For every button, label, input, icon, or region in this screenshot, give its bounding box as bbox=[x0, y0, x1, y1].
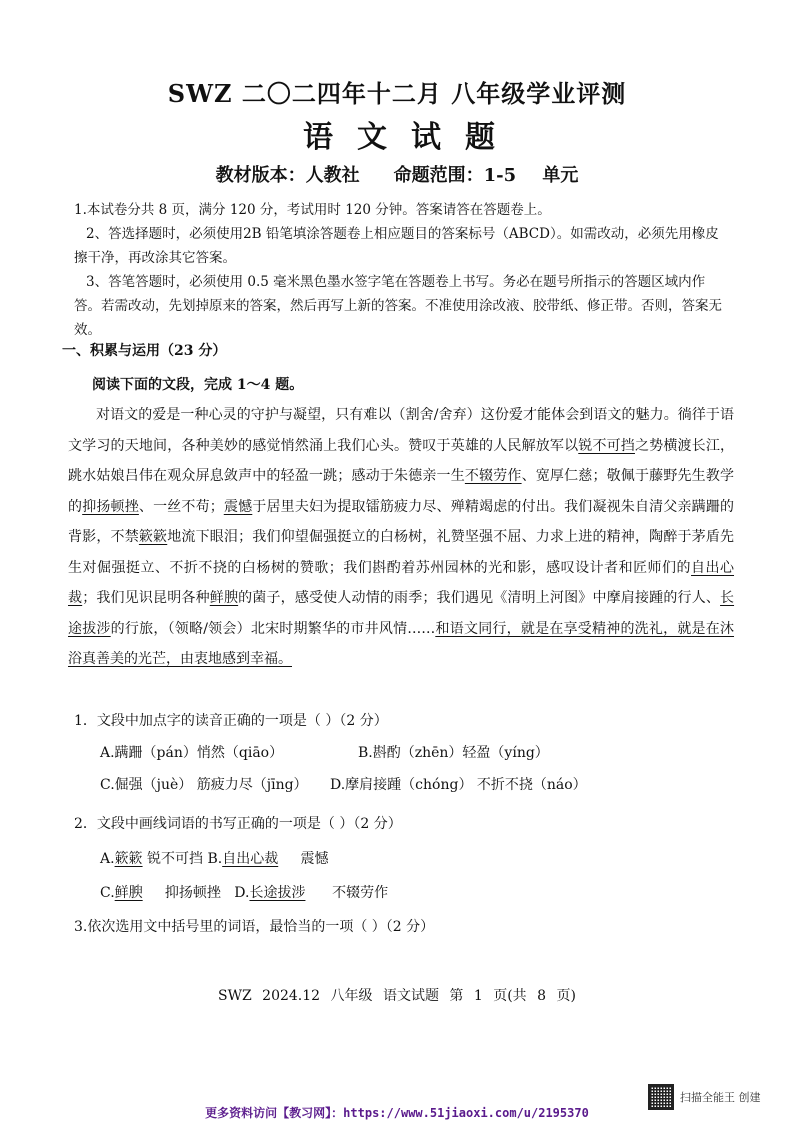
note-1: 1.本试卷分共 8 页，满分 120 分，考试用时 120 分钟。答案请答在答题卷上。 bbox=[74, 202, 551, 218]
question-2-stem: 2．文段中画线词语的书写正确的一项是（ ）（2 分） bbox=[74, 816, 402, 832]
passage-text: 、宽厚仁慈；敬佩于藤野先生教学的 bbox=[68, 468, 735, 515]
passage-text: 的菌子，感受使人动情的雨季；我们遇见《清明上河图》中摩肩接踵的行人、 bbox=[238, 590, 721, 606]
scanner-label: 扫描全能王 创建 bbox=[680, 1091, 761, 1104]
question-1-option-c: C.倔强（juè） 筋疲力尽（jīng） bbox=[100, 777, 308, 793]
underlined-word: 簌簌 bbox=[114, 851, 143, 867]
option-text: 不辍劳作 bbox=[305, 885, 389, 901]
textbook-edition: 教材版本：人教社 bbox=[215, 165, 360, 186]
exam-scope: 命题范围：1-5 单元 bbox=[393, 165, 579, 186]
exam-meta bbox=[0, 161, 794, 187]
option-text: 锐不可挡 B. bbox=[142, 851, 223, 867]
exam-subject-title: 语文试题 bbox=[303, 120, 519, 155]
option-text: 震憾 bbox=[278, 851, 329, 867]
section-heading: 一、积累与运用（23 分） bbox=[62, 343, 227, 359]
underlined-word: 抑扬顿挫 bbox=[82, 498, 139, 515]
underlined-word: 自出心裁 bbox=[222, 851, 279, 867]
reading-instruction: 阅读下面的文段，完成 1～4 题。 bbox=[92, 377, 304, 393]
underlined-word: 鲜腴 bbox=[209, 590, 239, 606]
note-2: 2、答选择题时，必须使用2B 铅笔填涂答题卷上相应题目的答案标号（ABCD）。如需改动，必须先用橡皮擦干净，再改涂其它答案。 bbox=[74, 226, 719, 266]
note-3: 3、答笔答题时，必须使用 0.5 毫米黑色墨水签字笔在答题卷上书写。务必在题号所指示的答题区域内作答。若需改动，先划掉原来的答案，然后再写上新的答案。不准使用涂改液、胶带纸、修正带。否则，答案无效。 bbox=[74, 274, 722, 338]
resource-link[interactable]: 更多资料访问【教习网】：https://www.51jiaoxi.com/u/2195370 bbox=[205, 1106, 589, 1120]
exam-notes bbox=[74, 198, 724, 342]
passage-paragraph bbox=[68, 400, 734, 675]
underlined-word: 锐不可挡 bbox=[578, 437, 635, 454]
page-footer: SWZ 2024.12 八年级 语文试题 第 1 页(共 8 页) bbox=[218, 988, 576, 1004]
passage-text: ；我们见识昆明各种 bbox=[82, 590, 210, 606]
question-3-stem: 3.依次选用文中括号里的词语，最恰当的一项（ ）（2 分） bbox=[74, 919, 435, 935]
underlined-word: 鲜腴 bbox=[114, 885, 143, 901]
underlined-word: 长途拔涉 bbox=[249, 885, 306, 901]
question-1-stem: 1．文段中加点字的读音正确的一项是（ ）（2 分） bbox=[74, 713, 388, 729]
question-2-options-cd bbox=[100, 882, 388, 902]
option-label: C. bbox=[100, 885, 115, 901]
underlined-word: 自出心裁 bbox=[68, 559, 735, 606]
underlined-word: 簌簌 bbox=[138, 529, 168, 545]
underlined-sentence: 和语文同行，就是在享受精神的洗礼，就是在沐浴真善美的光芒，由衷地感到幸福。 bbox=[68, 620, 735, 667]
underlined-word: 不辍劳作 bbox=[464, 468, 522, 484]
passage-text: 对语文的爱是一种心灵的守护与凝望，只有难以（割舍/舍弃）这份爱才能体会到语文的魅力。徜徉于语文学习的天地间，各种美妙的感觉悄然涌上我们心头。赞叹于英雄的人民解放军以 bbox=[68, 407, 734, 454]
passage-text: 之势横渡长江，跳水姑娘吕伟在观众屏息敛声中的轻盈一跳；感动于朱德亲一生 bbox=[68, 437, 735, 484]
passage-text: 地流下眼泪；我们仰望倔强挺立的白杨树，礼赞坚强不屈、力求上进的精神，陶醉于茅盾先生对倔强挺立、不折不挠的白杨树的赞歌；我们斟酌着苏州园林的光和影，感叹设计者和匠师们的 bbox=[68, 529, 735, 576]
option-text: 抑扬顿挫 D. bbox=[142, 885, 250, 901]
underlined-word: 长途拔涉 bbox=[68, 590, 735, 637]
passage-text: 于居里夫妇为提取镭筋疲力尽、殚精竭虑的付出。我们凝视朱自清父亲蹒跚的背影，不禁 bbox=[68, 498, 735, 545]
underlined-word: 震憾 bbox=[223, 498, 253, 515]
question-2-options-ab bbox=[100, 848, 328, 868]
reading-passage bbox=[68, 400, 734, 675]
option-label: A. bbox=[100, 851, 115, 867]
passage-text: 的行旅，（领略/领会）北宋时期繁华的市井风情…… bbox=[110, 620, 436, 637]
question-1-option-b: B.斟酌（zhēn）轻盈（yíng） bbox=[358, 745, 549, 761]
exam-header-title: SWZ 二〇二四年十二月 八年级学业评测 bbox=[167, 79, 627, 108]
question-1-option-d: D.摩肩接踵（chóng） 不折不挠（náo） bbox=[330, 777, 587, 793]
question-1-option-a: A.蹒跚（pán）悄然（qiāo） bbox=[100, 745, 284, 761]
passage-text: 、一丝不苟； bbox=[138, 498, 224, 515]
